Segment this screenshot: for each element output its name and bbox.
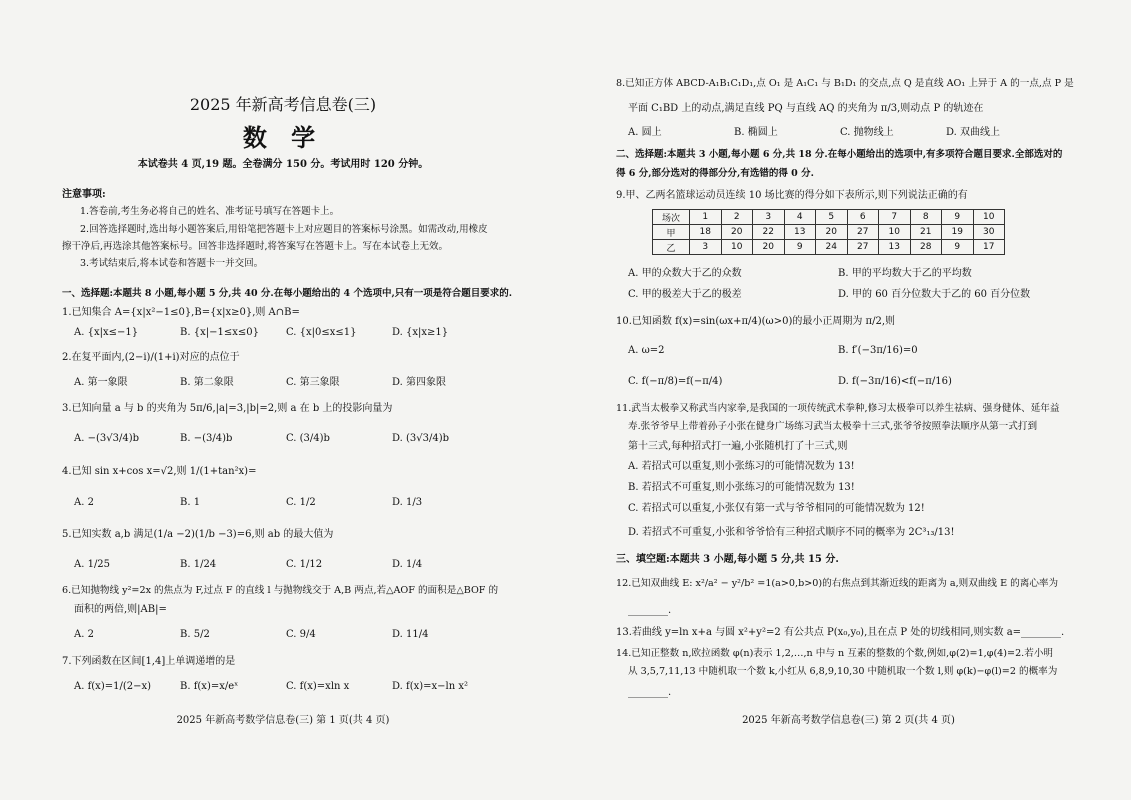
q2-option-a: A. 第一象限	[74, 377, 128, 388]
q5-option-c: C. 1/12	[286, 559, 323, 570]
table-row-jia	[653, 225, 1005, 240]
q5-option-d: D. 1/4	[392, 559, 423, 570]
q3-option-b: B. −(3/4)b	[180, 433, 233, 444]
note-1: 1.答卷前,考生务必将自己的姓名、准考证号填写在答题卡上。	[80, 206, 340, 217]
question-12: 12.已知双曲线 E: x²/a² − y²/b² =1(a>0,b>0)的右焦点到其渐近线的距离为 a,则双曲线 E 的离心率为	[616, 578, 1059, 589]
q5-option-b: B. 1/24	[180, 559, 217, 570]
table-cell: 20	[816, 225, 848, 240]
q7-options	[74, 680, 498, 694]
table-cell: 3	[690, 240, 722, 255]
section-2-heading-cont: 得 6 分,部分选对的得部分分,有选错的得 0 分.	[616, 168, 814, 179]
q1-option-a: A. {x|x≤−1}	[74, 327, 139, 338]
question-1: 1.已知集合 A={x|x²−1≤0},B={x|x≥0},则 A∩B=	[62, 307, 300, 318]
question-2: 2.在复平面内,(2−i)/(1+i)对应的点位于	[62, 352, 240, 363]
table-header-row	[653, 210, 1005, 225]
q9-option-b: B. 甲的平均数大于乙的平均数	[838, 268, 972, 279]
table-cell: 21	[910, 225, 942, 240]
q6-option-c: C. 9/4	[286, 629, 316, 640]
page-1-footer: 2025 年新高考数学信息卷(三) 第 1 页(共 4 页)	[176, 715, 390, 726]
table-cell: 10	[973, 210, 1005, 225]
q6-option-d: D. 11/4	[392, 629, 429, 640]
question-14: 14.已知正整数 n,欧拉函数 φ(n)表示 1,2,…,n 中与 n 互素的整数的个数,例如,φ(2)=1,φ(4)=2.若小明	[616, 648, 1054, 659]
q2-option-d: D. 第四象限	[392, 377, 447, 388]
question-5: 5.已知实数 a,b 满足(1/a −2)(1/b −3)=6,则 ab 的最大值为	[62, 529, 334, 540]
q5-options	[74, 558, 498, 572]
q6-options	[74, 628, 498, 642]
q8-option-c: C. 抛物线上	[840, 127, 894, 138]
table-cell: 4	[784, 210, 816, 225]
table-cell: 6	[847, 210, 879, 225]
q9-option-d: D. 甲的 60 百分位数大于乙的 60 百分位数	[838, 289, 1031, 300]
question-13: 13.若曲线 y=ln x+a 与圆 x²+y²=2 有公共点 P(x₀,y₀),且在点 P 处的切线相同,则实数 a=________.	[616, 627, 1065, 638]
q4-option-b: B. 1	[180, 497, 201, 508]
q1-option-d: D. {x|x≥1}	[392, 327, 449, 338]
q4-option-d: D. 1/3	[392, 497, 423, 508]
table-cell: 24	[816, 240, 848, 255]
exam-intro: 本试卷共 4 页,19 题。全卷满分 150 分。考试用时 120 分钟。	[137, 159, 429, 170]
table-cell: 乙	[653, 240, 690, 255]
question-11-cont-1: 寿.张爷爷早上带着孙子小张在健身广场练习武当太极拳十三式,张爷爷按照拳法顺序从第一式打到	[628, 421, 1038, 432]
question-11: 11.武当太极拳又称武当内家拳,是我国的一项传统武术拳种,修习太极拳可以养生祛病、强身健体、延年益	[616, 403, 1060, 414]
question-4: 4.已知 sin x+cos x=√2,则 1/(1+tan²x)=	[62, 466, 257, 477]
table-cell: 7	[879, 210, 911, 225]
q10-option-a: A. ω=2	[628, 345, 665, 356]
table-cell: 9	[784, 240, 816, 255]
table-cell: 10	[721, 240, 753, 255]
q1-options	[74, 326, 498, 340]
q7-option-c: C. f(x)=xln x	[286, 681, 350, 692]
q10-option-b: B. f′(−3π/16)=0	[838, 345, 918, 356]
q8-option-d: D. 双曲线上	[946, 127, 1001, 138]
table-row-yi	[653, 240, 1005, 255]
q8-options	[628, 126, 1052, 140]
q1-option-b: B. {x|−1≤x≤0}	[180, 327, 259, 338]
table-cell: 场次	[653, 210, 690, 225]
question-3: 3.已知向量 a 与 b 的夹角为 5π/6,|a|=3,|b|=2,则 a 在 b 上的投影向量为	[62, 403, 393, 414]
table-cell: 28	[910, 240, 942, 255]
q7-option-a: A. f(x)=1/(2−x)	[74, 681, 152, 692]
q4-option-c: C. 1/2	[286, 497, 316, 508]
q10-option-c: C. f(−π/8)=f(−π/4)	[628, 376, 723, 387]
note-2-cont: 擦干净后,再选涂其他答案标号。回答非选择题时,将答案写在答题卡上。写在本试卷上无效。	[62, 241, 449, 252]
q2-options	[74, 376, 498, 390]
note-2: 2.回答选择题时,选出每小题答案后,用铅笔把答题卡上对应题目的答案标号涂黑。如需改动,用橡皮	[80, 224, 488, 235]
q2-option-b: B. 第二象限	[180, 377, 234, 388]
question-14-cont: 从 3,5,7,11,13 中随机取一个数 k,小红从 6,8,9,10,30 中随机取一个数 l,则 φ(k)−φ(l)=2 的概率为	[628, 666, 1058, 677]
question-14-blank: ________.	[628, 687, 672, 698]
table-cell: 10	[879, 225, 911, 240]
exam-title: 2025 年新高考信息卷(三)	[189, 95, 377, 114]
section-2-heading: 二、选择题:本题共 3 小题,每小题 6 分,共 18 分.在每小题给出的选项中,有多项符合题目要求.全部选对的	[616, 149, 1063, 160]
question-8: 8.已知正方体 ABCD-A₁B₁C₁D₁,点 O₁ 是 A₁C₁ 与 B₁D₁ 的交点,点 Q 是直线 AO₁ 上异于 A 的一点,点 P 是	[616, 78, 1074, 89]
page-2-footer: 2025 年新高考数学信息卷(三) 第 2 页(共 4 页)	[742, 715, 955, 726]
table-cell: 甲	[653, 225, 690, 240]
q7-option-b: B. f(x)=x/eˣ	[180, 681, 239, 692]
q7-option-d: D. f(x)=x−ln x²	[392, 681, 469, 692]
q2-option-c: C. 第三象限	[286, 377, 340, 388]
question-6: 6.已知抛物线 y²=2x 的焦点为 F,过点 F 的直线 l 与抛物线交于 A,B 两点,若△AOF 的面积是△BOF 的	[62, 585, 499, 596]
question-11-cont-2: 第十三式,每种招式打一遍,小张随机打了十三式,则	[628, 441, 848, 452]
table-cell: 13	[784, 225, 816, 240]
q11-option-b: B. 若招式不可重复,则小张练习的可能情况数为 13!	[628, 482, 855, 493]
q10-option-d: D. f(−3π/16)<f(−π/16)	[838, 376, 952, 387]
q4-option-a: A. 2	[74, 497, 94, 508]
q4-options	[74, 496, 498, 510]
question-12-blank: ________.	[628, 605, 672, 616]
q11-option-d: D. 若招式不可重复,小张和爷爷恰有三种招式顺序不同的概率为 2C³₁₃/13!	[628, 527, 955, 538]
question-7: 7.下列函数在区间[1,4]上单调递增的是	[62, 656, 236, 667]
table-cell: 17	[973, 240, 1005, 255]
table-cell: 19	[942, 225, 974, 240]
q5-option-a: A. 1/25	[74, 559, 111, 570]
q9-option-a: A. 甲的众数大于乙的众数	[628, 268, 742, 279]
table-cell: 5	[816, 210, 848, 225]
table-cell: 30	[973, 225, 1005, 240]
q8-option-a: A. 圆上	[628, 127, 662, 138]
table-cell: 18	[690, 225, 722, 240]
table-cell: 3	[753, 210, 785, 225]
notes-heading: 注意事项:	[62, 189, 106, 200]
q8-option-b: B. 椭圆上	[734, 127, 778, 138]
section-1-heading: 一、选择题:本题共 8 小题,每小题 5 分,共 40 分.在每小题给出的 4 个选项中,只有一项是符合题目要求的.	[62, 288, 513, 299]
q3-options	[74, 432, 498, 446]
q6-option-a: A. 2	[74, 629, 94, 640]
table-cell: 2	[721, 210, 753, 225]
table-cell: 22	[753, 225, 785, 240]
table-cell: 9	[942, 210, 974, 225]
q11-option-a: A. 若招式可以重复,则小张练习的可能情况数为 13!	[628, 461, 855, 472]
table-cell: 9	[942, 240, 974, 255]
q9-option-c: C. 甲的极差大于乙的极差	[628, 289, 742, 300]
table-cell: 1	[690, 210, 722, 225]
q3-option-d: D. (3√3/4)b	[392, 433, 450, 444]
q11-option-c: C. 若招式可以重复,小张仅有第一式与爷爷相同的可能情况数为 12!	[628, 503, 925, 514]
q3-option-c: C. (3/4)b	[286, 433, 330, 444]
page-2	[566, 0, 1131, 800]
table-cell: 13	[879, 240, 911, 255]
table-cell: 20	[721, 225, 753, 240]
question-10: 10.已知函数 f(x)=sin(ωx+π/4)(ω>0)的最小正周期为 π/2,则	[616, 316, 896, 327]
score-table	[652, 209, 1005, 255]
table-cell: 27	[847, 240, 879, 255]
subject-title: 数 学	[242, 123, 324, 152]
table-cell: 27	[847, 225, 879, 240]
question-6-cont: 面积的两倍,则|AB|=	[74, 604, 167, 615]
q1-option-c: C. {x|0≤x≤1}	[286, 327, 357, 338]
question-8-cont: 平面 C₁BD 上的动点,满足直线 PQ 与直线 AQ 的夹角为 π/3,则动点 P 的轨迹在	[628, 103, 984, 114]
q3-option-a: A. −(3√3/4)b	[74, 433, 139, 444]
q6-option-b: B. 5/2	[180, 629, 210, 640]
note-3: 3.考试结束后,将本试卷和答题卡一并交回。	[80, 258, 264, 269]
question-9: 9.甲、乙两名篮球运动员连续 10 场比赛的得分如下表所示,则下列说法正确的有	[616, 190, 968, 201]
table-cell: 8	[910, 210, 942, 225]
section-3-heading: 三、填空题:本题共 3 小题,每小题 5 分,共 15 分.	[616, 554, 839, 565]
table-cell: 20	[753, 240, 785, 255]
